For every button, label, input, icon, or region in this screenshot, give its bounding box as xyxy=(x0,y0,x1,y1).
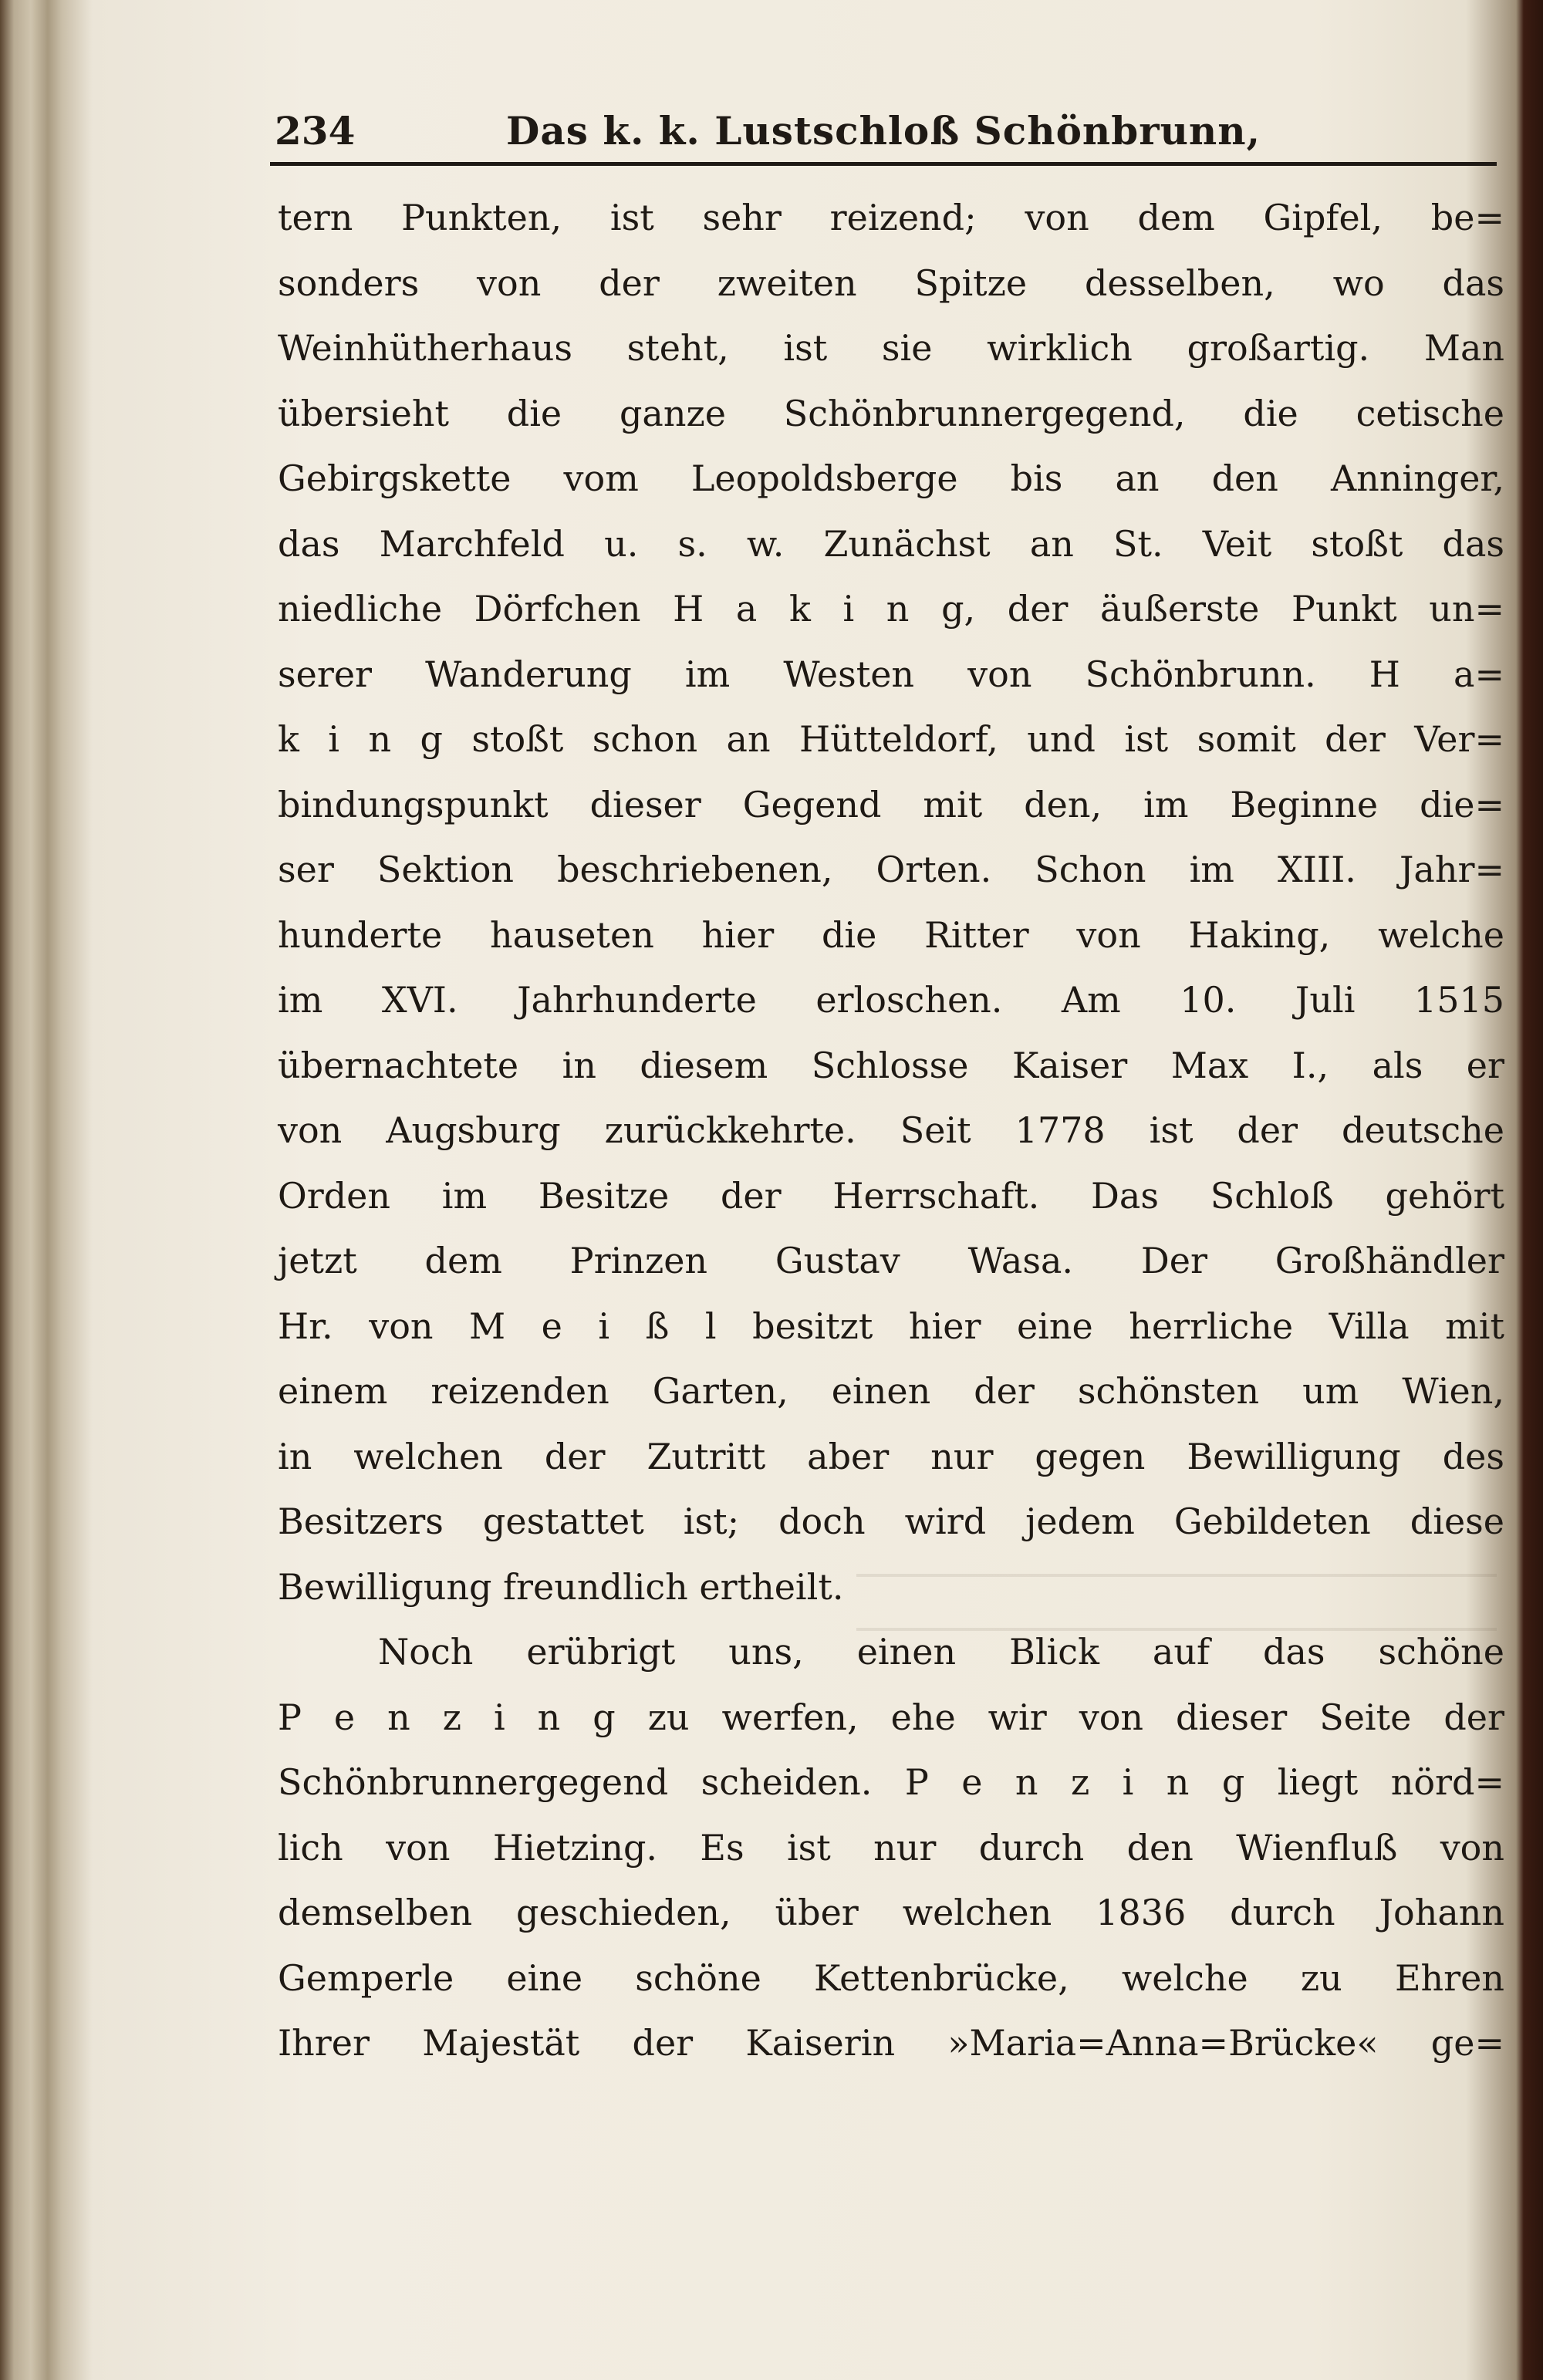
text-line: niedliche Dörfchen H a k i n g, der äußerste Punkt un= xyxy=(278,588,1504,630)
text-line: P e n z i n g zu werfen, ehe wir von dieser Seite der xyxy=(278,1696,1504,1738)
text-line: Schönbrunnergegend scheiden. P e n z i n g liegt nörd= xyxy=(278,1761,1504,1803)
paragraph-start-line: Noch erübrigt uns, einen Blick auf das schöne xyxy=(378,1631,1504,1673)
text-line: Hr. von M e i ß l besitzt hier eine herrliche Villa mit xyxy=(278,1305,1504,1347)
running-head: Das k. k. Lustschloß Schönbrunn, xyxy=(506,108,1261,154)
text-line: lich von Hietzing. Es ist nur durch den Wienfluß von xyxy=(278,1826,1504,1869)
text-line: Gebirgskette vom Leopoldsberge bis an den Anninger, xyxy=(278,457,1504,499)
text-line: übersieht die ganze Schönbrunnergegend, die cetische xyxy=(278,392,1504,434)
paragraph-end-line: Bewilligung freundlich ertheilt. xyxy=(278,1565,844,1608)
text-line: in welchen der Zutritt aber nur gegen Bewilligung des xyxy=(278,1435,1504,1477)
header-rule xyxy=(270,162,1497,166)
text-line: ser Sektion beschriebenen, Orten. Schon im XIII. Jahr= xyxy=(278,849,1504,890)
text-line: das Marchfeld u. s. w. Zunächst an St. Veit stoßt das xyxy=(278,522,1504,565)
text-line: im XVI. Jahrhunderte erloschen. Am 10. Juli 1515 xyxy=(278,979,1504,1021)
page xyxy=(85,0,1516,2380)
text-line: Gemperle eine schöne Kettenbrücke, welche zu Ehren xyxy=(278,1956,1504,1999)
text-line: von Augsburg zurückkehrte. Seit 1778 ist der deutsche xyxy=(278,1109,1504,1151)
page-number: 234 xyxy=(275,108,356,154)
page-header xyxy=(275,108,1494,170)
text-line: tern Punkten, ist sehr reizend; von dem Gipfel, be= xyxy=(278,197,1504,238)
text-line: serer Wanderung im Westen von Schönbrunn. H a= xyxy=(278,653,1504,695)
text-line: Weinhütherhaus steht, ist sie wirklich großartig. Man xyxy=(278,327,1504,369)
text-line: sonders von der zweiten Spitze desselben, wo das xyxy=(278,262,1504,304)
text-line: einem reizenden Garten, einen der schönsten um Wien, xyxy=(278,1370,1504,1412)
text-line: k i n g stoßt schon an Hütteldorf, und ist somit der Ver= xyxy=(278,718,1504,760)
text-line: bindungspunkt dieser Gegend mit den, im Beginne die= xyxy=(278,783,1504,825)
show-through-text xyxy=(856,1551,1497,1659)
text-line: übernachtete in diesem Schlosse Kaiser Max I., als er xyxy=(278,1044,1504,1086)
text-line: demselben geschieden, über welchen 1836 durch Johann xyxy=(278,1892,1504,1933)
text-line: hunderte hauseten hier die Ritter von Haking, welche xyxy=(278,913,1504,956)
text-line: Besitzers gestattet ist; doch wird jedem Gebildeten diese xyxy=(278,1501,1504,1542)
text-line: jetzt dem Prinzen Gustav Wasa. Der Großhändler xyxy=(278,1240,1504,1281)
text-line: Orden im Besitze der Herrschaft. Das Schloß gehört xyxy=(278,1174,1504,1217)
text-line: Ihrer Majestät der Kaiserin »Maria=Anna=Brücke« ge= xyxy=(278,2022,1504,2064)
body-text xyxy=(278,185,1504,2076)
